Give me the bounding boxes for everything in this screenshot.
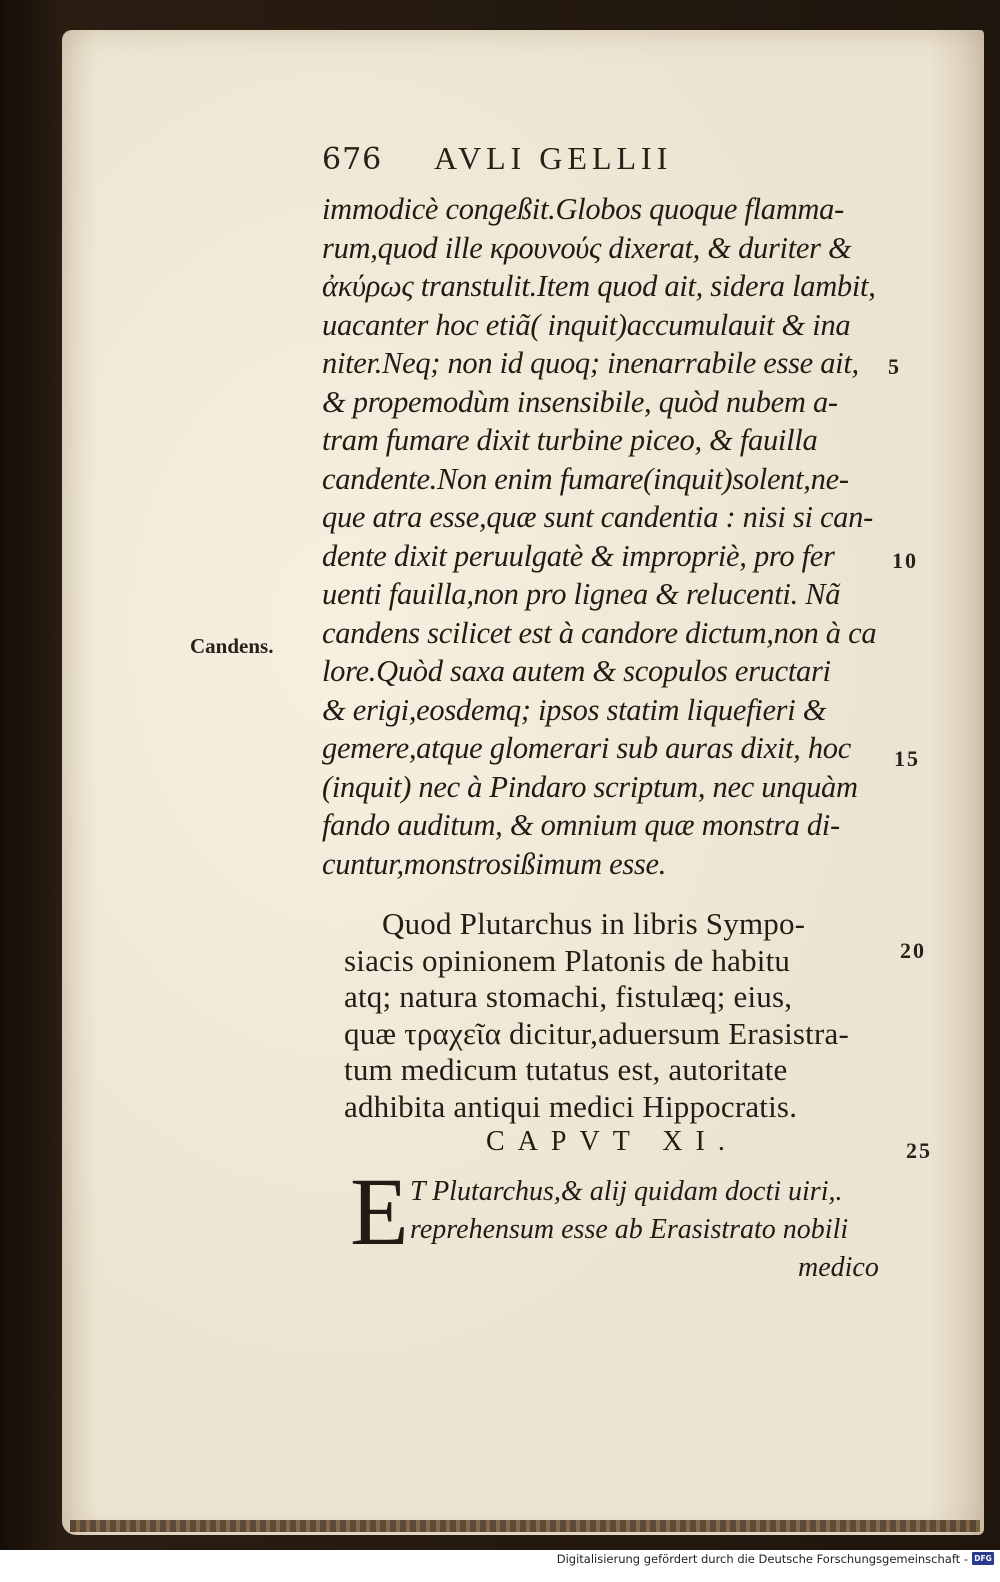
text-line: fando auditum, & omnium quæ monstra di- <box>322 808 840 842</box>
page-number: 676 <box>322 142 383 177</box>
text-line: candente.Non enim fumare(inquit)solent,ne- <box>322 461 849 496</box>
text-line: gemere,atque glomerari sub auras dixit, hoc <box>322 731 851 765</box>
line-number: 10 <box>892 548 918 573</box>
text-line: cuntur,monstrosißimum esse. <box>322 846 667 881</box>
text-line: & propemodùm insensibile, quòd nubem a- <box>322 384 838 419</box>
catchword: medico <box>798 1252 879 1283</box>
text-line: uenti fauilla,non pro lignea & relucenti. Nã <box>322 577 841 611</box>
running-title: AVLI GELLII <box>434 140 673 176</box>
italic-text-block <box>322 190 882 883</box>
funding-credit: Digitalisierung gefördert durch die Deutsche Forschungsgemeinschaft - <box>556 1552 968 1566</box>
text-line: & erigi,eosdemq; ipsos statim liquefieri & <box>322 692 827 727</box>
text-line: niter.Neq; non id quoq; inenarrabile esse ait, <box>322 346 859 380</box>
summary-line: siacis opinionem Platonis de habitu <box>344 942 791 978</box>
text-line: tram fumare dixit turbine piceo, & fauilla <box>322 423 818 457</box>
summary-line: Quod Plutarchus in libris Sympo- <box>382 906 806 941</box>
text-line: candens scilicet est à candore dictum,non à ca <box>322 615 877 650</box>
page-edge <box>70 1520 980 1532</box>
text-line: uacanter hoc etiã( inquit)accumulauit & ina <box>322 307 851 342</box>
chapter-line: T Plutarchus,& alij quidam docti uiri,. <box>410 1176 843 1207</box>
text-line: rum,quod ille κρουνούς dixerat, & duriter & <box>322 230 852 265</box>
page-header <box>322 142 802 186</box>
line-number: 5 <box>888 354 901 379</box>
text-line: que atra esse,quæ sunt candentia : nisi si can- <box>322 500 873 534</box>
line-number: 25 <box>906 1138 932 1163</box>
text-line: (inquit) nec à Pindaro scriptum, nec unquàm <box>322 769 858 804</box>
text-line: lore.Quòd saxa autem & scopulos eructari <box>322 654 831 688</box>
summary-line: atq; natura stomachi, fistulæq; eius, <box>344 979 793 1014</box>
margin-note: Candens. <box>190 634 274 658</box>
text-line: dente dixit peruulgatè & impropriè, pro fer <box>322 538 835 573</box>
dfg-logo: DFG <box>972 1552 994 1565</box>
chapter-summary <box>344 906 889 1125</box>
text-line: ἀκύρως transtulit.Item quod ait, sidera lambit, <box>322 269 876 303</box>
drop-cap-initial: E <box>350 1158 409 1265</box>
summary-line: tum medicum tutatus est, autoritate <box>344 1052 788 1087</box>
summary-line: adhibita antiqui medici Hippocratis. <box>344 1088 798 1124</box>
chapter-line: reprehensum esse ab Erasistrato nobili <box>410 1214 849 1245</box>
text-line: immodicè congeßit.Globos quoque flamma- <box>322 192 844 226</box>
line-number: 20 <box>900 938 926 963</box>
line-number: 15 <box>894 746 920 771</box>
summary-line: quæ τραχεῖα dicitur,aduersum Erasistra- <box>344 1015 849 1051</box>
chapter-heading: CAPVT XI. <box>486 1126 738 1157</box>
